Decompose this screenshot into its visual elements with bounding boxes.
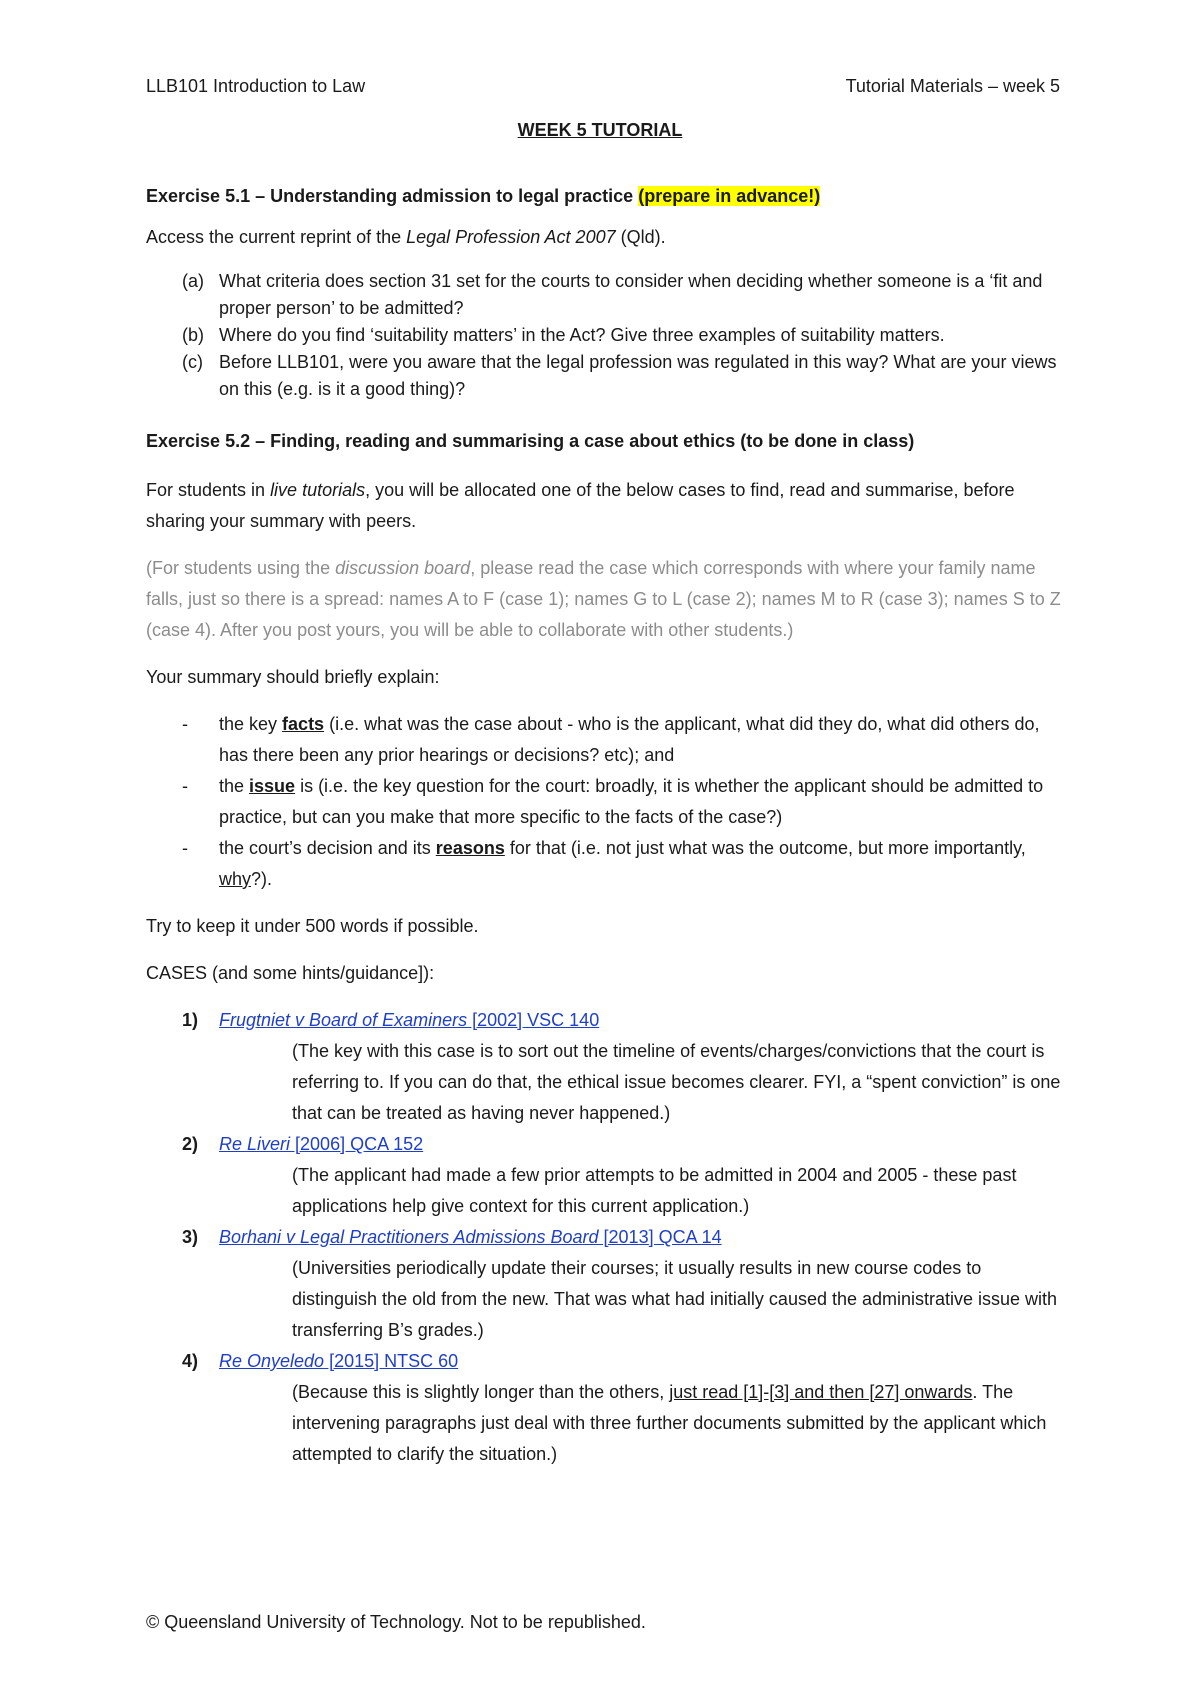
bullet-marker: -	[182, 776, 188, 796]
case-title: Frugtniet v Board of Examiners	[219, 1010, 468, 1030]
header-course: LLB101 Introduction to Law	[146, 76, 366, 96]
case-marker: 4)	[182, 1351, 199, 1371]
case-note: (The applicant had made a few prior attempts to be admitted in 2004 and 2005 - these past applications help give context for this current application.)	[292, 1165, 1017, 1216]
bullet-text: for that (i.e. not just what was the outcome, but more importantly,	[504, 838, 1026, 858]
bullet-item	[146, 709, 1066, 771]
page-header	[146, 74, 1060, 98]
bullet-item	[146, 771, 1066, 833]
bullet-why: why	[219, 869, 252, 889]
case-item	[146, 1005, 1066, 1129]
page-title: WEEK 5 TUTORIAL	[517, 120, 683, 140]
summary-bullets	[146, 709, 1066, 895]
bullet-text: the key	[219, 714, 283, 734]
cases-list	[146, 1005, 1066, 1470]
header-materials: Tutorial Materials – week 5	[845, 76, 1060, 96]
exercise-2-heading: Exercise 5.2 – Finding, reading and summarising a case about ethics (to be done in class)	[146, 431, 915, 451]
case-title: Re Onyeledo	[219, 1351, 325, 1371]
document-body	[146, 181, 1066, 1470]
case-marker: 3)	[182, 1227, 199, 1247]
bullet-item	[146, 833, 1066, 895]
note-underlined: just read [1]-[3] and then [27] onwards	[669, 1382, 973, 1402]
case-item	[146, 1346, 1066, 1470]
bullet-text: the	[219, 776, 250, 796]
question-item	[146, 268, 1066, 322]
note-text-end: . The intervening paragraphs just deal with three further documents submitted by the applicant which attempted to clarify the situation.)	[292, 1382, 1047, 1464]
p1-text: For students in	[146, 480, 271, 500]
question-marker: (a)	[182, 271, 204, 291]
cases-heading: CASES (and some hints/guidance]):	[146, 963, 435, 983]
page-footer: © Queensland University of Technology. Not to be republished.	[146, 1612, 646, 1632]
bullet-marker: -	[182, 714, 188, 734]
exercise-1-heading-text: Exercise 5.1 – Understanding admission to legal practice	[146, 186, 634, 206]
bullet-text: ?).	[251, 869, 273, 889]
question-text: What criteria does section 31 set for the courts to consider when deciding whether someone is a ‘fit and proper person’ to be admitted?	[219, 271, 1043, 318]
bullet-text: (i.e. what was the case about - who is the applicant, what did they do, what did others do, has there been any prior hearings or decisions? etc); and	[219, 714, 1040, 765]
bullet-keyword: reasons	[435, 838, 505, 858]
case-citation: [2013] QCA 14	[598, 1227, 722, 1247]
case-link[interactable]	[219, 1134, 423, 1154]
case-link[interactable]	[219, 1351, 458, 1371]
summary-intro: Your summary should briefly explain:	[146, 667, 440, 687]
word-limit: Try to keep it under 500 words if possible.	[146, 916, 479, 936]
question-text: Before LLB101, were you aware that the legal profession was regulated in this way? What are your views on this (e.g. is it a good thing)?	[219, 352, 1057, 399]
bullet-marker: -	[182, 838, 188, 858]
question-text: Where do you find ‘suitability matters’ in the Act? Give three examples of suitability matters.	[219, 325, 945, 345]
intro-text: Access the current reprint of the	[146, 227, 407, 247]
live-tutorials-paragraph	[146, 475, 1066, 537]
question-marker: (b)	[182, 325, 204, 345]
case-citation: [2002] VSC 140	[467, 1010, 600, 1030]
case-item	[146, 1222, 1066, 1346]
bullet-text: is (i.e. the key question for the court: broadly, it is whether the applicant should be admitted to practice, but can you make that more specific to the facts of the case?)	[219, 776, 1044, 827]
case-item	[146, 1129, 1066, 1222]
case-note: (The key with this case is to sort out the timeline of events/charges/convictions that the court is referring to. If you can do that, the ethical issue becomes clearer. FYI, a “spent conviction” is one that can be treated as having never happened.)	[292, 1041, 1061, 1123]
exercise-1-questions	[146, 268, 1066, 403]
question-item	[146, 322, 1066, 349]
case-note	[219, 1377, 1066, 1470]
prepare-highlight: (prepare in advance!)	[638, 186, 821, 206]
case-marker: 1)	[182, 1010, 199, 1030]
case-citation: [2015] NTSC 60	[324, 1351, 459, 1371]
case-title: Re Liveri	[219, 1134, 291, 1154]
p1-italic: live tutorials	[270, 480, 366, 500]
note-text: (Because this is slightly longer than the others,	[292, 1382, 670, 1402]
question-item	[146, 349, 1066, 403]
case-title: Borhani v Legal Practitioners Admissions Board	[219, 1227, 599, 1247]
bullet-keyword: issue	[249, 776, 296, 796]
bullet-text: the court’s decision and its	[219, 838, 436, 858]
case-citation: [2006] QCA 152	[290, 1134, 424, 1154]
discussion-board-paragraph	[146, 553, 1066, 646]
question-marker: (c)	[182, 352, 203, 372]
p2-text-end: , please read the case which corresponds with where your family name falls, just so there is a spread: names A to F (case 1); names G to L (case 2); names M to R (case 3); names S to Z (case 4). After you post yours, you will be able to collaborate with other students.)	[146, 558, 1061, 640]
exercise-1-intro	[146, 222, 1066, 253]
exercise-1-heading	[146, 181, 1066, 212]
case-note: (Universities periodically update their courses; it usually results in new course codes to distinguish the old from the new. That was what had initially caused the administrative issue with transferring B’s grades.)	[292, 1258, 1058, 1340]
p2-text: (For students using the	[146, 558, 336, 578]
act-title: Legal Profession Act 2007	[406, 227, 616, 247]
p2-italic: discussion board	[335, 558, 471, 578]
bullet-keyword: facts	[282, 714, 325, 734]
case-link[interactable]	[219, 1010, 599, 1030]
case-marker: 2)	[182, 1134, 199, 1154]
case-link[interactable]	[219, 1227, 722, 1247]
p1-text-end: , you will be allocated one of the below cases to find, read and summarise, before sharing your summary with peers.	[146, 480, 1015, 531]
intro-text-end: (Qld).	[615, 227, 666, 247]
